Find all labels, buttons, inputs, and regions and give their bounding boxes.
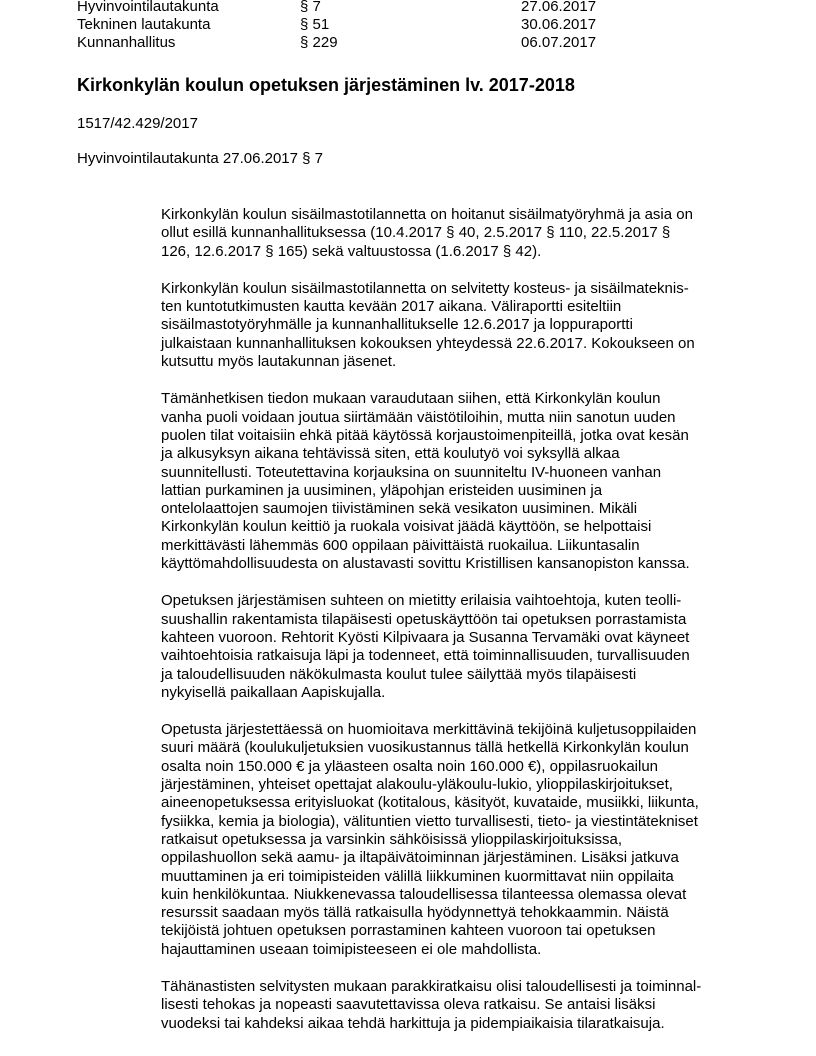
paragraph-line: muuttaminen ja eri toimipisteiden välillä liikkuminen kuormittavat niin oppilaita: [161, 867, 674, 885]
meeting-section: § 51: [300, 16, 330, 33]
document-title: Kirkonkylän koulun opetuksen järjestäminen lv. 2017-2018: [77, 75, 575, 95]
paragraph-line: järjestäminen, yhteiset opettajat alakoulu-yläkoulu-lukio, ylioppilaskirjoitukset,: [161, 776, 673, 794]
body-paragraph: [161, 206, 761, 261]
paragraph-line: 126, 12.6.2017 § 165) sekä valtuustossa (1.6.2017 § 42).: [161, 242, 542, 260]
decision-line: Hyvinvointilautakunta 27.06.2017 § 7: [77, 150, 324, 167]
paragraph-line: lisesti tehokas ja nopeasti saavutettavissa oleva ratkaisu. Se antaisi lisäksi: [161, 996, 656, 1014]
paragraph-line: ontelolaattojen saumojen tiivistäminen sekä vesikaton uusiminen. Mikäli: [161, 500, 638, 518]
paragraph-line: puolen tilat voitaisiin ehkä pitää käytössä korjaustoimenpiteillä, jotka ovat kesän: [161, 426, 689, 444]
paragraph-line: suuri määrä (koulukuljetuksien vuosikustannus tällä hetkellä Kirkonkylän koulun: [161, 739, 689, 757]
paragraph-line: nykyisellä paikallaan Aapiskujalla.: [161, 683, 386, 701]
paragraph-line: fysiikka, kemia ja biologia), välituntien vietto turvallisesti, tieto- ja viestintätekniset: [161, 812, 698, 830]
paragraph-line: hajauttaminen useaan toimipisteeseen ei ole mahdollista.: [161, 940, 542, 958]
paragraph-line: resurssit saadaan myös tällä ratkaisulla hyödynnettyä tehokkaammin. Näistä: [161, 904, 669, 922]
paragraph-line: suushallin rakentamista tilapäisesti opetuskäyttöön tai opetuksen porrastamista: [161, 610, 687, 628]
paragraph-line: lattian purkaminen ja uusiminen, yläpohjan eristeiden uusiminen ja: [161, 481, 603, 499]
paragraph-line: vuodeksi tai kahdeksi aikaa tehdä harkittuja ja pidempiaikaisia tilaratkaisuja.: [161, 1014, 665, 1032]
body-text: [161, 206, 761, 1052]
meeting-body: Kunnanhallitus: [77, 34, 176, 51]
paragraph-line: oppilashuollon sekä aamu- ja iltapäivätoiminnan järjestäminen. Lisäksi jatkuva: [161, 849, 679, 867]
paragraph-line: Kirkonkylän koulun sisäilmastotilannetta on selvitetty kosteus- ja sisäilmateknis-: [161, 279, 689, 297]
paragraph-line: ratkaisut opetuksessa ja varsinkin sähköisissä ylioppilaskirjoituksissa,: [161, 830, 623, 848]
paragraph-line: ja taloudellisuuden näkökulmasta koulut tulee säilyttää myös tilapäisesti: [161, 665, 637, 683]
body-paragraph: [161, 390, 761, 573]
paragraph-line: käyttömahdollisuudesta on alustavasti sovittu Kristillisen kansanopiston kanssa.: [161, 555, 690, 573]
body-paragraph: [161, 280, 761, 371]
paragraph-line: vanha puoli voidaan joutua siirtämään väistötiloihin, mutta niin sanotun uuden: [161, 408, 676, 426]
paragraph-line: sisäilmastotyöryhmälle ja kunnanhallitukselle 12.6.2017 ja loppuraportti: [161, 316, 633, 334]
meeting-date: 30.06.2017: [521, 16, 597, 33]
paragraph-line: tekijöistä johtuen opetuksen porrastaminen kahteen vuoroon tai opetuksen: [161, 922, 656, 940]
paragraph-line: ollut esillä kunnanhallituksessa (10.4.2017 § 40, 2.5.2017 § 110, 22.5.2017 §: [161, 224, 671, 242]
reference-number: 1517/42.429/2017: [77, 115, 198, 132]
meeting-date: 27.06.2017: [521, 0, 597, 15]
paragraph-line: merkittävästi lähemmäs 600 oppilaan päivittäistä ruokailua. Liikuntasalin: [161, 536, 640, 554]
paragraph-line: Tämänhetkisen tiedon mukaan varaudutaan siihen, että Kirkonkylän koulun: [161, 390, 661, 408]
paragraph-line: kahteen vuoroon. Rehtorit Kyösti Kilpivaara ja Susanna Tervamäki ovat käyneet: [161, 628, 690, 646]
meeting-date: 06.07.2017: [521, 34, 597, 51]
meeting-section: § 7: [300, 0, 321, 15]
meeting-body: Tekninen lautakunta: [77, 16, 211, 33]
body-paragraph: [161, 721, 761, 959]
body-paragraph: [161, 592, 761, 702]
meeting-section: § 229: [300, 34, 338, 51]
meeting-body: Hyvinvointilautakunta: [77, 0, 219, 15]
paragraph-line: Tähänastisten selvitysten mukaan parakkiratkaisu olisi taloudellisesti ja toiminnal-: [161, 977, 702, 995]
paragraph-line: suunnitellusti. Toteutettavina korjauksina on suunniteltu IV-huoneen vanhan: [161, 463, 662, 481]
paragraph-line: julkaistaan kunnanhallituksen kokouksen yhteydessä 22.6.2017. Kokoukseen on: [161, 334, 695, 352]
paragraph-line: ten kuntotutkimusten kautta kevään 2017 aikana. Väliraportti esiteltiin: [161, 298, 622, 316]
paragraph-line: osalta noin 150.000 € ja yläasteen osalta noin 160.000 €), oppilasruokailun: [161, 757, 659, 775]
body-paragraph: [161, 978, 761, 1033]
paragraph-line: ja alkusyksyn aikana tehtävissä siten, että koulutyö voi syksyllä alkaa: [161, 445, 620, 463]
paragraph-line: Kirkonkylän koulun keittiö ja ruokala voisivat jäädä käyttöön, se helpottaisi: [161, 518, 652, 536]
paragraph-line: aineenopetuksessa erityisluokat (kotitalous, käsityöt, kuvataide, musiikki, liikunta,: [161, 794, 699, 812]
paragraph-line: vaihtoehtoisia ratkaisuja läpi ja todenneet, että toiminnallisuuden, turvallisuuden: [161, 647, 690, 665]
paragraph-line: Opetusta järjestettäessä on huomioitava merkittävinä tekijöinä kuljetusoppilaiden: [161, 721, 697, 739]
paragraph-line: kuin henkilökuntaa. Niukkenevassa taloudellisessa tilanteessa olemassa olevat: [161, 885, 687, 903]
paragraph-line: Opetuksen järjestämisen suhteen on mietitty erilaisia vaihtoehtoja, kuten teolli-: [161, 592, 682, 610]
paragraph-line: Kirkonkylän koulun sisäilmastotilannetta on hoitanut sisäilmatyöryhmä ja asia on: [161, 206, 693, 223]
paragraph-line: kutsuttu myös lautakunnan jäsenet.: [161, 353, 397, 371]
